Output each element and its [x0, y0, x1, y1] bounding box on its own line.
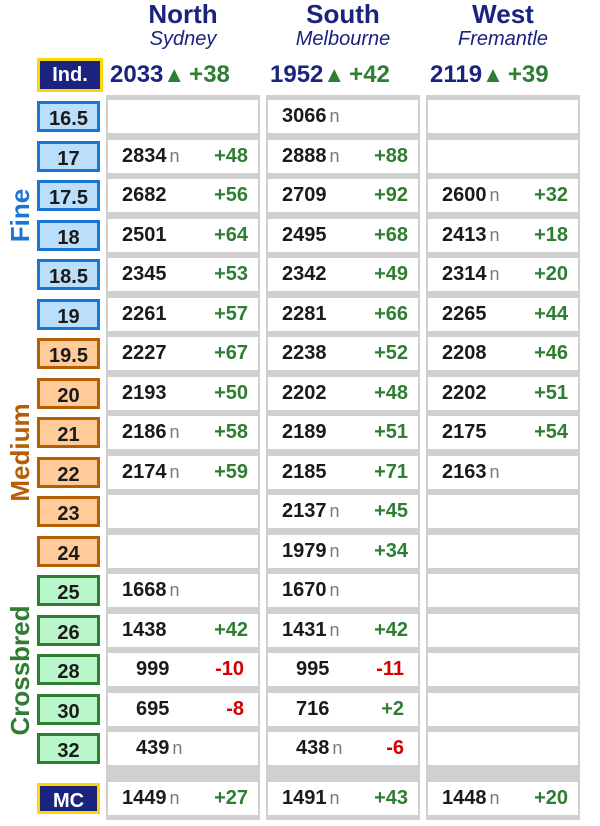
price-cell [268, 614, 418, 647]
price-value [296, 653, 329, 686]
price-change: +45 [374, 500, 408, 522]
price-number: 2345 [122, 263, 167, 285]
price-value [282, 495, 340, 528]
nominal-mark: n [489, 461, 500, 482]
trend-up-icon: ▲ [163, 62, 186, 87]
price-cell [428, 258, 578, 291]
price-change: +58 [214, 421, 248, 443]
price-change: +57 [214, 302, 248, 325]
price-number: 2709 [282, 184, 327, 206]
price-number: 2600 [442, 184, 487, 206]
price-number: 3066 [282, 105, 327, 127]
price-number: 2208 [442, 342, 487, 364]
indicator-change: +39 [507, 61, 549, 88]
nominal-mark: n [169, 422, 180, 442]
price-value [122, 614, 167, 647]
price-value [282, 298, 327, 331]
price-cell [108, 140, 258, 173]
nominal-mark: n [169, 788, 180, 808]
indicator-row [0, 58, 600, 90]
group-label-crossbred: Crossbred [4, 604, 35, 736]
price-cell [428, 456, 578, 489]
price-value [122, 258, 167, 291]
price-cell [108, 495, 258, 528]
price-number: 1668 [122, 579, 167, 601]
micron-label: 22 [37, 457, 100, 488]
price-number: 2202 [442, 381, 487, 404]
price-value [296, 693, 329, 726]
price-value [122, 416, 180, 449]
price-value [442, 219, 500, 252]
price-cell [108, 456, 258, 489]
nominal-mark: n [172, 738, 183, 758]
price-change: +43 [374, 787, 408, 809]
price-number: 2501 [122, 223, 167, 246]
indicator-value-north [110, 60, 230, 90]
nominal-mark: n [329, 580, 340, 600]
indicator-number: 2033 [110, 61, 164, 88]
price-cell [108, 100, 258, 133]
price-cell [428, 782, 578, 815]
trend-up-icon: ▲ [482, 62, 504, 87]
price-cell [268, 782, 418, 815]
indicator-change: +38 [189, 61, 230, 88]
price-change: +44 [534, 302, 568, 325]
price-change: -10 [215, 658, 244, 680]
price-cell [428, 100, 578, 133]
price-value [442, 456, 500, 489]
nominal-mark: n [489, 788, 500, 808]
price-cell [268, 574, 418, 607]
price-cell [108, 337, 258, 370]
price-value [296, 732, 342, 765]
price-value [282, 456, 327, 489]
indicator-number: 1952 [270, 61, 324, 88]
price-value [282, 535, 340, 568]
price-value [122, 140, 180, 173]
price-cell [268, 653, 418, 686]
price-change: -6 [386, 737, 404, 759]
price-value [282, 219, 327, 252]
micron-label: 23 [37, 496, 100, 527]
price-change: +34 [374, 539, 408, 562]
price-change: +67 [214, 342, 248, 364]
price-number: 995 [296, 658, 330, 680]
price-cell [108, 782, 258, 815]
micron-label: 20 [37, 378, 100, 409]
price-number: 2495 [282, 223, 327, 246]
price-cell [268, 337, 418, 370]
micron-label: 18 [37, 220, 100, 251]
price-value [136, 653, 169, 686]
micron-label: 17.5 [37, 180, 100, 211]
price-value [282, 179, 327, 212]
price-change: +49 [374, 263, 408, 285]
price-value [442, 258, 500, 291]
group-label-fine: Fine [4, 189, 35, 243]
price-value [442, 179, 500, 212]
price-cell [268, 377, 418, 410]
price-change: +92 [374, 184, 408, 206]
price-number: 2137 [282, 500, 327, 522]
micron-label: 26 [37, 615, 100, 646]
micron-label: 19 [37, 299, 100, 330]
price-number: 2185 [282, 460, 327, 483]
region-name: North [148, 0, 218, 29]
trend-up-icon: ▲ [323, 62, 346, 87]
price-cell [108, 693, 258, 726]
price-cell [268, 258, 418, 291]
price-value [282, 337, 327, 370]
region-header-west [428, 0, 578, 54]
price-value [122, 179, 167, 212]
price-cell [268, 535, 418, 568]
price-cell [108, 535, 258, 568]
price-cell [108, 219, 258, 252]
price-value [442, 337, 487, 370]
region-name: West [472, 0, 534, 29]
micron-label: 17 [37, 141, 100, 172]
price-change: +54 [534, 421, 568, 443]
price-value [282, 782, 340, 815]
price-number: 2175 [442, 421, 487, 443]
price-cell [428, 574, 578, 607]
price-cell [428, 653, 578, 686]
price-cell [428, 732, 578, 765]
price-number: 2189 [282, 421, 327, 443]
price-cell [268, 100, 418, 133]
price-value [136, 732, 182, 765]
price-value [282, 100, 340, 133]
price-number: 2342 [282, 263, 327, 285]
micron-label: 25 [37, 575, 100, 606]
price-cell [268, 456, 418, 489]
region-city: Fremantle [457, 28, 549, 50]
price-value [282, 377, 327, 410]
region-name: South [306, 0, 380, 29]
price-cell [428, 614, 578, 647]
price-value [282, 614, 340, 647]
price-number: 438 [296, 737, 330, 759]
price-value [122, 337, 167, 370]
micron-label: MC [37, 783, 100, 814]
price-change: +48 [374, 381, 408, 404]
price-number: 2186 [122, 421, 167, 443]
price-cell [108, 732, 258, 765]
price-number: 1448 [442, 787, 487, 809]
price-cell [428, 219, 578, 252]
price-change: +32 [534, 184, 568, 206]
region-city: Sydney [149, 28, 217, 50]
nominal-mark: n [329, 501, 340, 521]
nominal-mark: n [329, 540, 340, 561]
nominal-mark: n [329, 106, 340, 126]
price-value [442, 377, 487, 410]
nominal-mark: n [169, 145, 180, 166]
price-cell [108, 416, 258, 449]
price-cell [108, 258, 258, 291]
price-cell [268, 140, 418, 173]
price-change: +46 [534, 342, 568, 364]
price-value [122, 782, 180, 815]
indicator-label: Ind. [37, 58, 103, 92]
nominal-mark: n [169, 461, 180, 482]
price-cell [428, 495, 578, 528]
micron-label: 30 [37, 694, 100, 725]
price-number: 2227 [122, 342, 167, 364]
price-cell [108, 377, 258, 410]
price-change: +88 [374, 144, 408, 167]
price-number: 2682 [122, 184, 167, 206]
price-change: +71 [374, 460, 408, 483]
price-change: +66 [374, 302, 408, 325]
price-value [122, 377, 167, 410]
price-change: +52 [374, 342, 408, 364]
price-number: 2202 [282, 381, 327, 404]
price-value [282, 140, 340, 173]
price-change: +2 [381, 697, 404, 720]
micron-label: 24 [37, 536, 100, 567]
price-change: +27 [214, 787, 248, 809]
price-number: 2174 [122, 460, 167, 483]
price-change: +51 [374, 421, 408, 443]
price-change: +18 [534, 223, 568, 246]
price-number: 716 [296, 697, 330, 720]
price-cell [108, 574, 258, 607]
price-number: 2888 [282, 144, 327, 167]
price-number: 1449 [122, 787, 167, 809]
micron-label: 19.5 [37, 338, 100, 369]
region-city: Melbourne [295, 28, 391, 50]
price-number: 2281 [282, 302, 327, 325]
price-cell [268, 693, 418, 726]
price-cell [428, 140, 578, 173]
price-cell [268, 732, 418, 765]
price-value [122, 219, 167, 252]
price-cell [428, 416, 578, 449]
price-cell [428, 693, 578, 726]
price-value [442, 782, 500, 815]
indicator-value-west [430, 60, 549, 90]
price-value [136, 693, 169, 726]
price-change: -11 [376, 658, 404, 680]
region-header-south [268, 0, 418, 54]
nominal-mark: n [332, 738, 343, 758]
price-change: +20 [534, 263, 568, 285]
price-change: -8 [226, 697, 244, 720]
price-number: 695 [136, 697, 170, 720]
nominal-mark: n [489, 185, 500, 205]
micron-label: 28 [37, 654, 100, 685]
price-value [442, 416, 487, 449]
price-cell [108, 614, 258, 647]
price-value [282, 574, 340, 607]
price-number: 2163 [442, 460, 487, 483]
price-number: 439 [136, 737, 170, 759]
price-change: +53 [214, 263, 248, 285]
price-number: 1438 [122, 618, 167, 641]
price-value [442, 298, 487, 331]
micron-label: 16.5 [37, 101, 100, 132]
price-number: 2261 [122, 302, 167, 325]
price-change: +42 [214, 618, 248, 641]
price-value [282, 258, 327, 291]
price-cell [428, 337, 578, 370]
price-value [282, 416, 327, 449]
price-number: 2314 [442, 263, 487, 285]
indicator-number: 2119 [430, 61, 483, 88]
price-value [122, 574, 180, 607]
nominal-mark: n [329, 145, 340, 166]
nominal-mark: n [329, 619, 340, 640]
price-change: +51 [534, 381, 568, 404]
price-change: +20 [534, 787, 568, 809]
micron-label: 21 [37, 417, 100, 448]
price-cell [268, 179, 418, 212]
price-cell [268, 495, 418, 528]
nominal-mark: n [169, 580, 180, 600]
price-number: 1431 [282, 618, 327, 641]
price-cell [108, 298, 258, 331]
price-number: 1491 [282, 787, 327, 809]
price-number: 1670 [282, 579, 327, 601]
price-number: 2834 [122, 144, 167, 167]
indicator-value-south [270, 60, 390, 90]
price-number: 2238 [282, 342, 327, 364]
nominal-mark: n [489, 224, 500, 245]
price-number: 2265 [442, 302, 487, 325]
price-cell [428, 298, 578, 331]
price-change: +42 [374, 618, 408, 641]
price-change: +68 [374, 223, 408, 246]
price-change: +56 [214, 184, 248, 206]
price-change: +64 [214, 223, 248, 246]
price-number: 1979 [282, 539, 327, 562]
price-cell [428, 535, 578, 568]
price-cell [108, 653, 258, 686]
price-cell [428, 377, 578, 410]
price-number: 2413 [442, 223, 487, 246]
nominal-mark: n [329, 788, 340, 808]
price-number: 2193 [122, 381, 167, 404]
price-cell [268, 298, 418, 331]
price-cell [428, 179, 578, 212]
price-number: 999 [136, 658, 170, 680]
price-cell [268, 219, 418, 252]
price-change: +48 [214, 144, 248, 167]
indicator-change: +42 [349, 61, 390, 88]
price-value [122, 456, 180, 489]
nominal-mark: n [489, 264, 500, 284]
micron-label: 18.5 [37, 259, 100, 290]
micron-label: 32 [37, 733, 100, 764]
price-cell [108, 179, 258, 212]
region-header-north [108, 0, 258, 54]
price-value [122, 298, 167, 331]
price-change: +50 [214, 381, 248, 404]
group-label-medium: Medium [4, 403, 35, 502]
price-cell [268, 416, 418, 449]
price-change: +59 [214, 460, 248, 483]
